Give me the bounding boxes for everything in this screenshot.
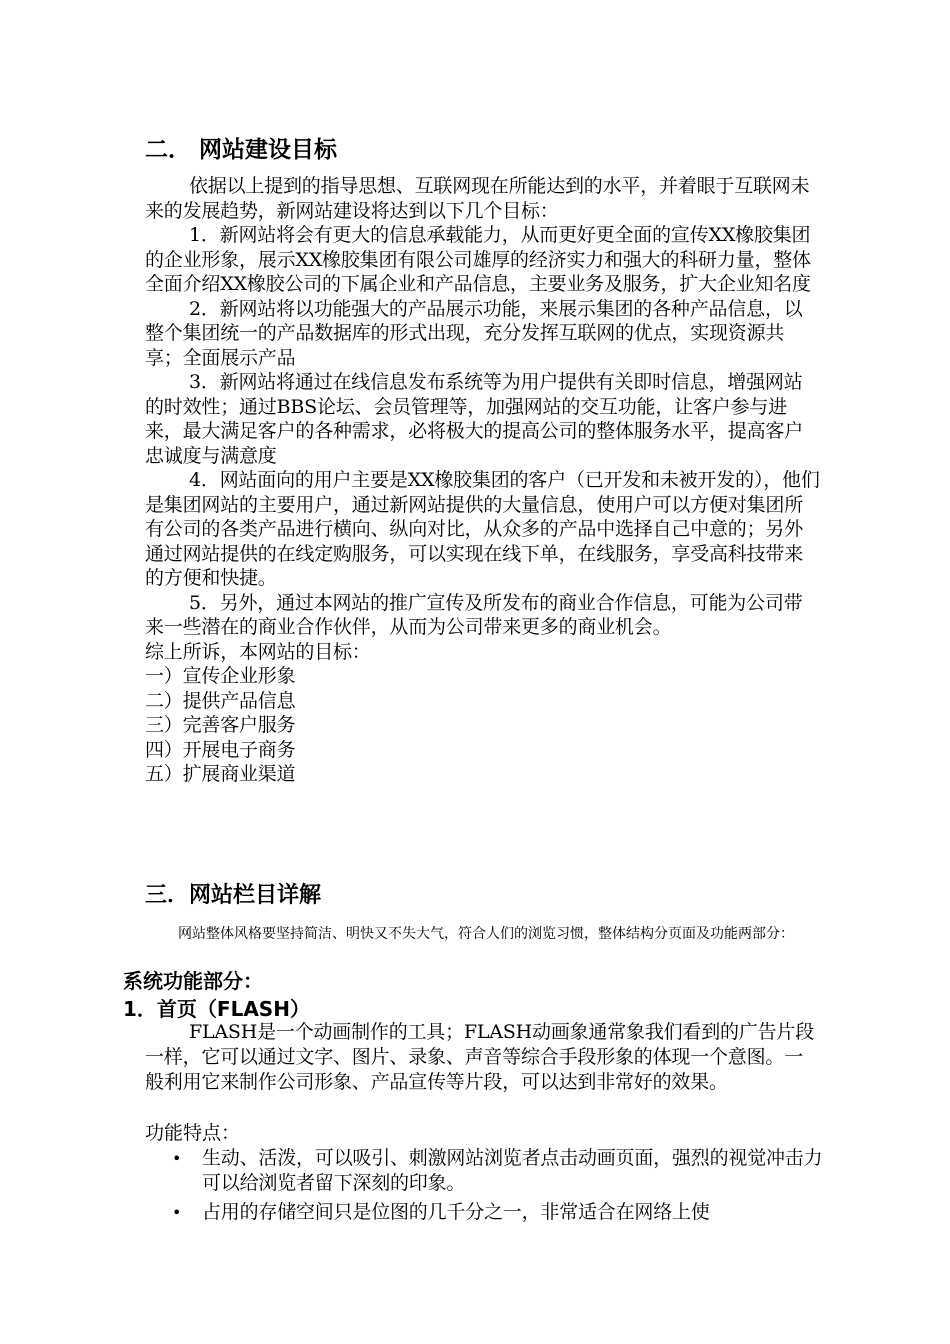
goal-point-1: 1．新网站将会有更大的信息承载能力，从而更好更全面的宣传XX橡胶集团的企业形象，展示XX橡胶集团有限公司雄厚的经济实力和强大的科研力量，整体全面介绍XX橡胶公司的下属企业和产品信息，主要业务及服务，扩大企业知名度	[145, 224, 811, 295]
goal-item-4: 四）开展电子商务	[145, 738, 296, 761]
system-functions-heading: 系统功能部分：	[123, 969, 263, 993]
flash-description	[145, 1020, 815, 1095]
goal-summary: 综上所诉，本网站的目标：	[145, 640, 371, 663]
goal-item-2: 二）提供产品信息	[145, 689, 296, 712]
goal-point-2: 2．新网站将以功能强大的产品展示功能，来展示集团的各种产品信息，以整个集团统一的产品数据库的形式出现，充分发挥互联网的优点，实现资源共享；全面展示产品	[145, 297, 803, 369]
goal-point-3: 3．新网站将通过在线信息发布系统等为用户提供有关即时信息，增强网站的时效性；通过BBS论坛、会员管理等，加强网站的交互功能，让客户参与进来，最大满足客户的各种需求，必将极大的提高公司的整体服务水平，提高客户忠诚度与满意度	[145, 371, 804, 467]
feature-list	[145, 1146, 825, 1229]
flash-description-text: FLASH是一个动画制作的工具；FLASH动画象通常象我们看到的广告片段一样，它可以通过文字、图片、录象、声音等综合手段形象的体现一个意图。一般利用它来制作公司形象、产品宣传等片段，可以达到非常好的效果。	[145, 1021, 815, 1093]
goal-point-4: 4．网站面向的用户主要是XX橡胶集团的客户（已开发和未被开发的），他们是集团网站的主要用户，通过新网站提供的大量信息，使用户可以方便对集团所有公司的各类产品进行横向、纵向对比，从众多的产品中选择自己中意的；另外通过网站提供的在线定购服务，可以实现在线下单，在线服务，享受高科技带来的方便和快捷。	[145, 469, 820, 589]
goal-point-5: 5．另外，通过本网站的推广宣传及所发布的商业合作信息，可能为公司带来一些潜在的商业合作伙伴，从而为公司带来更多的商业机会。	[145, 591, 803, 638]
feature-item	[145, 1146, 825, 1196]
home-flash-heading: 1．首页（FLASH）	[123, 997, 310, 1021]
section3-intro: 网站整体风格要坚持简洁、明快又不失大气，符合人们的浏览习惯，整体结构分页面及功能两部分：	[178, 926, 794, 942]
bullet-icon: •	[172, 1203, 182, 1222]
goal-item-5: 五）扩展商业渠道	[145, 763, 296, 785]
section2-body	[145, 174, 820, 787]
feature-item-text: 生动、活泼，可以吸引、刺激网站浏览者点击动画页面，强烈的视觉冲击力可以给浏览者留下深刻的印象。	[202, 1147, 823, 1194]
section3-title: 三．网站栏目详解	[145, 883, 322, 908]
bullet-icon: •	[172, 1149, 182, 1168]
feature-item-text: 占用的存储空间只是位图的几千分之一，非常适合在网络上使	[202, 1201, 710, 1223]
section2-title: 二． 网站建设目标	[145, 137, 338, 163]
goal-item-3: 三）完善客户服务	[145, 714, 296, 736]
goal-item-1: 一）宣传企业形象	[145, 665, 296, 687]
section2-intro: 依据以上提到的指导思想、互联网现在所能达到的水平，并着眼于互联网未来的发展趋势，新网站建设将达到以下几个目标：	[145, 175, 810, 222]
feature-item	[145, 1200, 825, 1225]
features-label: 功能特点：	[145, 1122, 241, 1144]
